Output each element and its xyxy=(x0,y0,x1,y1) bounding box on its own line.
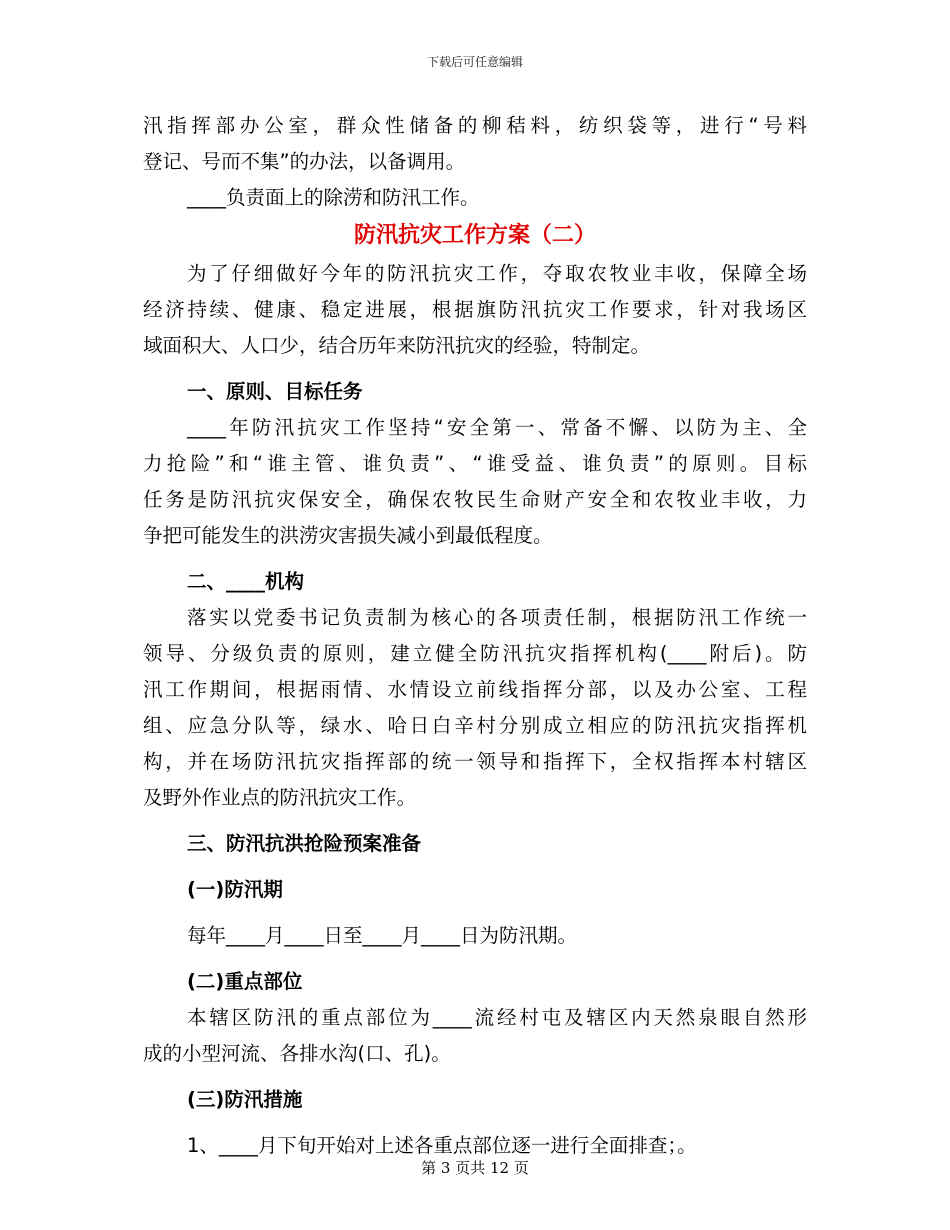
body-line: 汛工作期间，根据雨情、水情设立前线指挥分部，以及办公室、工程 xyxy=(143,678,807,701)
body-line: 争把可能发生的洪涝灾害损失减小到最低程度。 xyxy=(143,524,553,547)
body-line: 为了仔细做好今年的防汛抗灾工作，夺取农牧业丰收，保障全场 xyxy=(187,262,807,285)
heading-principles: 一、原则、目标任务 xyxy=(187,380,363,403)
body-line: 成的小型河流、各排水沟(口、孔)。 xyxy=(143,1042,451,1065)
body-line: 落实以党委书记负责制为核心的各项责任制，根据防汛工作统一 xyxy=(187,606,807,629)
body-line: 每年____月____日至____月____日为防汛期。 xyxy=(187,924,578,947)
body-line: 登记、号而不集”的办法，以备调用。 xyxy=(143,150,466,173)
heading-measures: (三)防汛措施 xyxy=(187,1088,303,1111)
body-line: 域面积大、人口少，结合历年来防汛抗灾的经验，特制定。 xyxy=(143,334,651,357)
page-header: 下载后可任意编辑 xyxy=(426,55,523,69)
body-line: 本辖区防汛的重点部位为____流经村屯及辖区内天然泉眼自然形 xyxy=(187,1006,807,1029)
body-line: 任务是防汛抗灾保安全，确保农牧民生命财产安全和农牧业丰收，力 xyxy=(143,488,807,511)
body-line: 领导、分级负责的原则，建立健全防汛抗灾指挥机构(____附后)。防 xyxy=(143,642,807,665)
body-line: 汛指挥部办公室，群众性储备的柳秸料，纺织袋等，进行“号料 xyxy=(143,114,807,137)
body-line: 组、应急分队等，绿水、哈日白辛村分别成立相应的防汛抗灾指挥机 xyxy=(143,714,807,737)
heading-key-locations: (二)重点部位 xyxy=(187,970,303,993)
body-line: 构，并在场防汛抗灾指挥部的统一领导和指挥下，全权指挥本村辖区 xyxy=(143,750,807,773)
body-line: 力抢险”和“谁主管、谁负责”、“谁受益、谁负责”的原则。目标 xyxy=(143,452,807,475)
heading-flood-period: (一)防汛期 xyxy=(187,878,283,901)
section-title: 防汛抗灾工作方案（二） xyxy=(353,223,596,248)
page-footer: 第 3 页共 12 页 xyxy=(421,1159,529,1177)
body-line: ____负责面上的除涝和防汛工作。 xyxy=(187,186,480,209)
body-line: 及野外作业点的防汛抗灾工作。 xyxy=(143,786,417,809)
heading-preparation: 三、防汛抗洪抢险预案准备 xyxy=(187,832,422,855)
body-line: 经济持续、健康、稳定进展，根据旗防汛抗灾工作要求，针对我场区 xyxy=(143,298,807,321)
document-body xyxy=(143,108,807,1164)
heading-organization: 二、____机构 xyxy=(187,570,305,593)
body-line: 1、____月下旬开始对上述各重点部位逐一进行全面排查；。 xyxy=(187,1134,697,1157)
body-line: ____年防汛抗灾工作坚持“安全第一、常备不懈、以防为主、全 xyxy=(187,416,807,439)
